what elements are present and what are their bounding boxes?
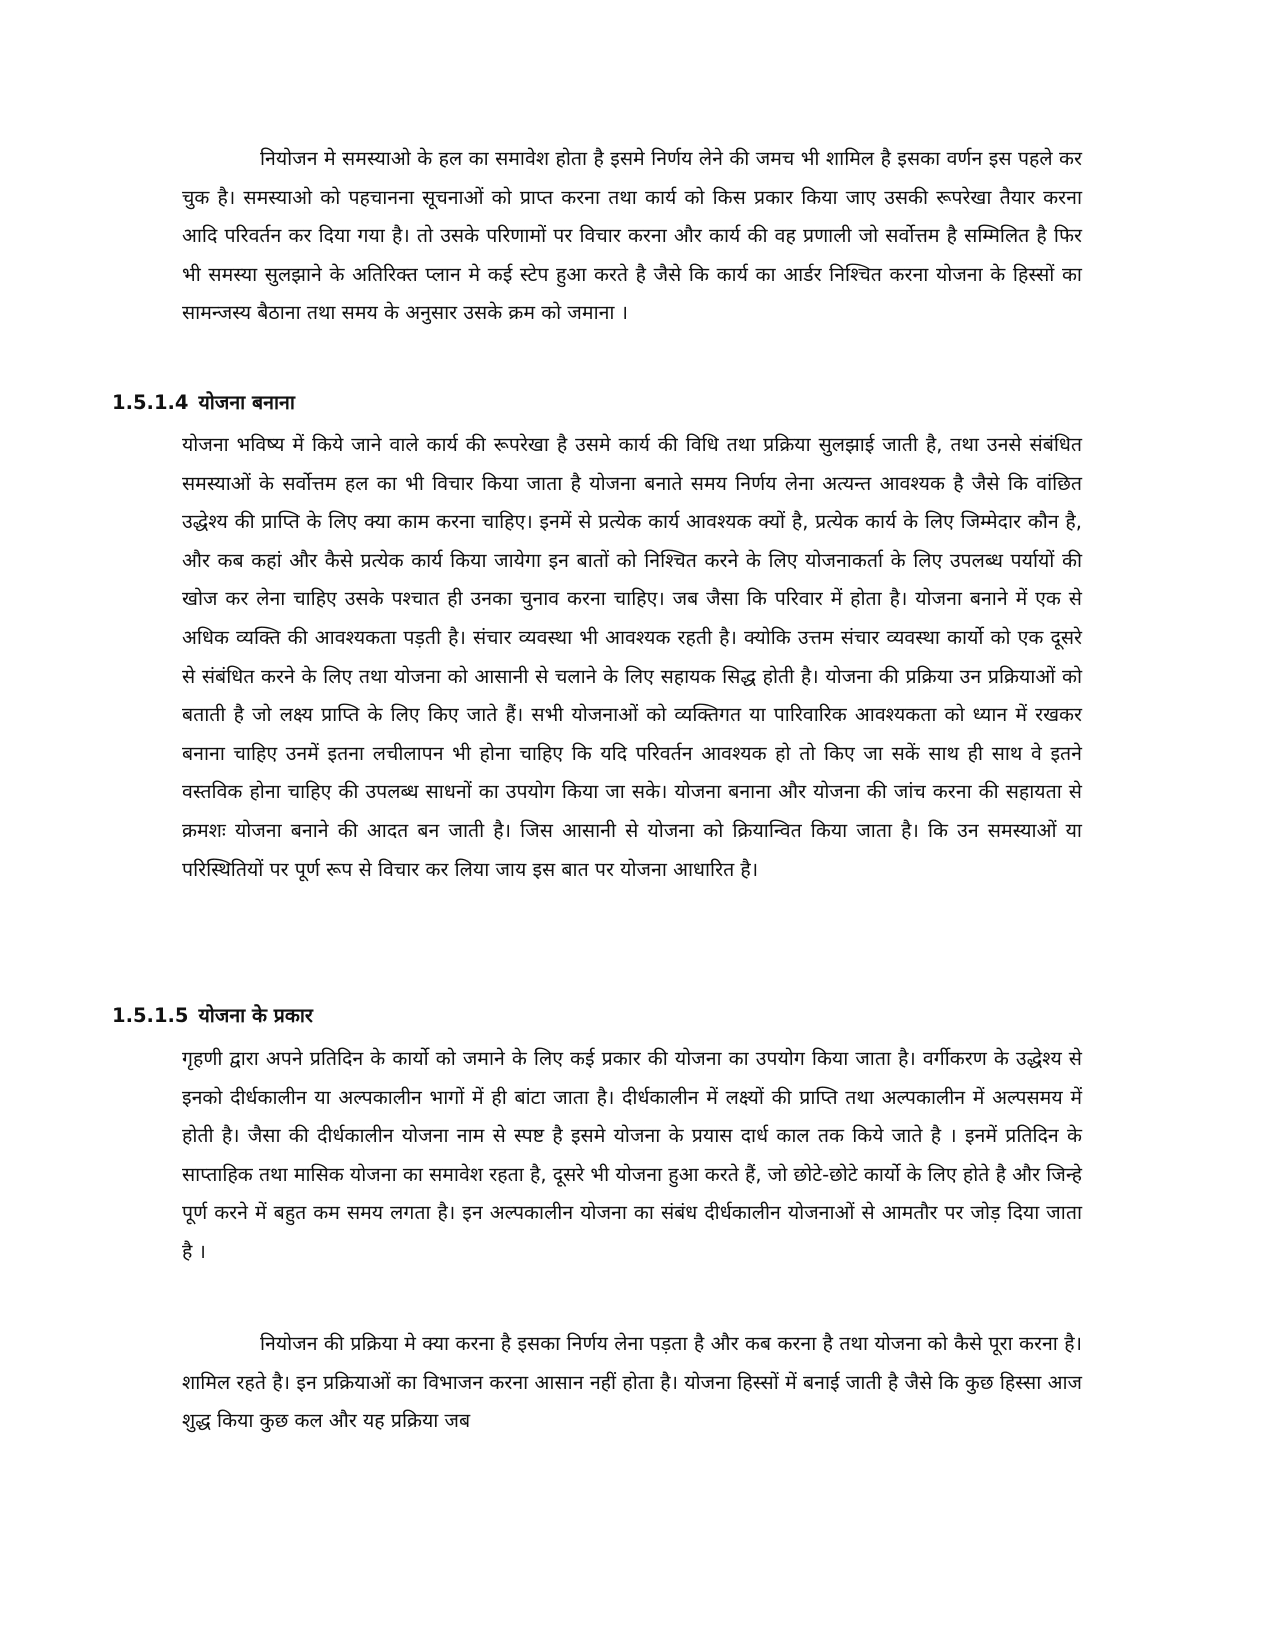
section-number: 1.5.1.4 (112, 391, 189, 414)
section-title: योजना बनाना (198, 391, 295, 414)
section-heading-yojana-ke-prakar (112, 1004, 313, 1028)
paragraph-planning-intro: नियोजन मे समस्याओ के हल का समावेश होता है इसमे निर्णय लेने की जमच भी शामिल है इसका वर्णन इस पहले कर चुक है। समस्याओ को पहचानना सूचनाओं को प्राप्त करना तथा कार्य को किस प्रकार किया जाए उसकी रूपरेखा तैयार करना आदि परिवर्तन कर दिया गया है। तो उसके परिणामों पर विचार करना और कार्य की वह प्रणाली जो सर्वोत्तम है सम्मिलित है फिर भी समस्या सुलझाने के अतिरिक्त प्लान मे कई स्टेप हुआ करते है जैसे कि कार्य का आर्डर निश्चित करना योजना के हिस्सों का सामन्जस्य बैठाना तथा समय के अनुसार उसके क्रम को जमाना । (182, 147, 1082, 325)
section-title: योजना के प्रकार (198, 1004, 313, 1027)
section-number: 1.5.1.5 (112, 1004, 189, 1027)
paragraph-yojana-ke-prakar: गृहणी द्वारा अपने प्रतिदिन के कार्यो को जमाने के लिए कई प्रकार की योजना का उपयोग किया जाता है। वर्गीकरण के उद्धेश्य से इनको दीर्धकालीन या अल्पकालीन भागों में ही बांटा जाता है। दीर्धकालीन में लक्ष्यों की प्राप्ति तथा अल्पकालीन में अल्पसमय में होती है। जैसा की दीर्धकालीन योजना नाम से स्पष्ट है इसमे योजना के प्रयास दार्ध काल तक किये जाते है । इनमें प्रतिदिन के साप्ताहिक तथा मासिक योजना का समावेश रहता है, दूसरे भी योजना हुआ करते हैं, जो छोटे-छोटे कार्यो के लिए होते है और जिन्हे पूर्ण करने में बहुत कम समय लगता है। इन अल्पकालीन योजना का संबंध दीर्धकालीन योजनाओं से आमतौर पर जोड़ दिया जाता है । (182, 1047, 1082, 1263)
paragraph-niyojan-prakriya: नियोजन की प्रक्रिया मे क्या करना है इसका निर्णय लेना पड़ता है और कब करना है तथा योजना को कैसे पूरा करना है। शामिल रहते है। इन प्रक्रियाओं का विभाजन करना आसान नहीं होता है। योजना हिस्सों में बनाई जाती है जैसे कि कुछ हिस्सा आज शुद्ध किया कुछ कल और यह प्रक्रिया जब (182, 1332, 1082, 1433)
paragraph-yojana-banana: योजना भविष्य में किये जाने वाले कार्य की रूपरेखा है उसमे कार्य की विधि तथा प्रक्रिया सुलझाई जाती है, तथा उनसे संबंधित समस्याओं के सर्वोत्तम हल का भी विचार किया जाता है योजना बनाते समय निर्णय लेना अत्यन्त आवश्यक है जैसे कि वांछित उद्धेश्य की प्राप्ति के लिए क्या काम करना चाहिए। इनमें से प्रत्येक कार्य आवश्यक क्यों है, प्रत्येक कार्य के लिए जिम्मेदार कौन है, और कब कहां और कैसे प्रत्येक कार्य किया जायेगा इन बातों को निश्चित करने के लिए योजनाकर्ता के लिए उपलब्ध पर्यायों की खोज कर लेना चाहिए उसके पश्चात ही उनका चुनाव करना चाहिए। जब जैसा कि परिवार में होता है। योजना बनाने में एक से अधिक व्यक्ति की आवश्यकता पड़ती है। संचार व्यवस्था भी आवश्यक रहती है। क्योकि उत्तम संचार व्यवस्था कार्यो को एक दूसरे से संबंधित करने के लिए तथा योजना को आसानी से चलाने के लिए सहायक सिद्ध होती है। योजना की प्रक्रिया उन प्रक्रियाओं को बताती है जो लक्ष्य प्राप्ति के लिए किए जाते हैं। सभी योजनाओं को व्यक्तिगत या पारिवारिक आवश्यकता को ध्यान में रखकर बनाना चाहिए उनमें इतना लचीलापन भी होना चाहिए कि यदि परिवर्तन आवश्यक हो तो किए जा सकें साथ ही साथ वे इतने वस्तविक होना चाहिए की उपलब्ध साधनों का उपयोग किया जा सके। योजना बनाना और योजना की जांच करना की सहायता से क्रमशः योजना बनाने की आदत बन जाती है। जिस आसानी से योजना को क्रियान्वित किया जाता है। कि उन समस्याओं या परिस्थितियों पर पूर्ण रूप से विचार कर लिया जाय इस बात पर योजना आधारित है। (182, 433, 1082, 881)
section-heading-yojana-banana (112, 391, 295, 415)
